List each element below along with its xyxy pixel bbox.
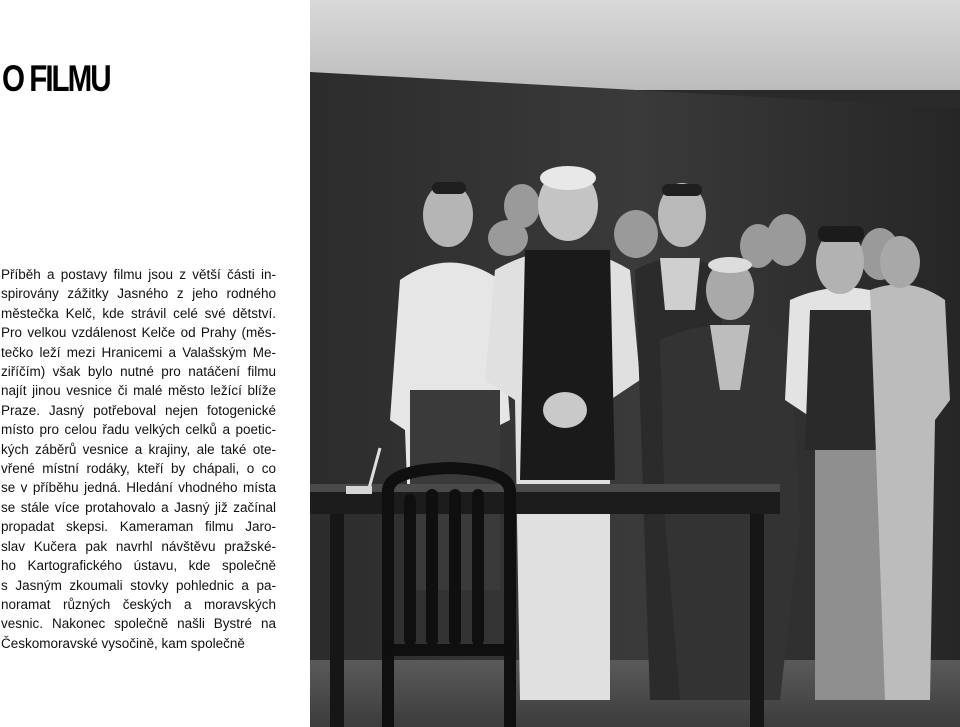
body-line: Praze. Jasný potřeboval nejen fotogenické	[1, 402, 276, 418]
body-line: s Jasným zkoumali stovky pohlednic a pa-	[1, 577, 276, 593]
body-line: najít jinou vesnice či malé město ležící blíže	[1, 383, 276, 399]
body-line: vřené místní rodáky, kteří by chápali, o co	[1, 461, 276, 477]
body-line: Pro velkou vzdálenost Kelče od Prahy (měs-	[1, 325, 276, 341]
body-line: propadat skepsi. Kameraman filmu Jaro-	[1, 519, 276, 535]
text-column	[0, 0, 310, 727]
article-body	[1, 265, 276, 653]
body-line: městečka Kelč, kde strávil celé své dětství.	[1, 305, 276, 321]
body-line: ho Kartografického ústavu, kde společně	[1, 558, 276, 574]
body-line: tečko leží mezi Hranicemi a Valašským Me-	[1, 344, 276, 360]
page-title: O FILMU	[2, 58, 110, 99]
film-still-photo	[310, 0, 960, 727]
body-line: vesnic. Nakonec společně našli Bystré na	[1, 616, 276, 632]
upper-wall	[310, 0, 960, 90]
body-line: noramat různých českých a moravských	[1, 596, 276, 612]
body-line: se v příběhu jedná. Hledání vhodného místa	[1, 480, 276, 496]
body-line: kých záběrů vesnice a krajiny, ale také ote-	[1, 441, 276, 457]
body-line: slav Kučera pak navrhl návštěvu pražské-	[1, 538, 276, 554]
body-line: Českomoravské vysočině, kam společně	[1, 635, 245, 651]
body-line: místo pro celou řadu velkých celků a poetic-	[1, 422, 276, 438]
body-line: Příběh a postavy filmu jsou z větší části in-	[1, 267, 276, 282]
body-line: ziříčím) však bylo nutné pro natáčení filmu	[1, 364, 276, 380]
body-line: spirovány zážitky Jasného z jeho rodného	[1, 286, 276, 302]
body-line: se stále více protahovalo a Jasný již začínal	[1, 499, 276, 515]
